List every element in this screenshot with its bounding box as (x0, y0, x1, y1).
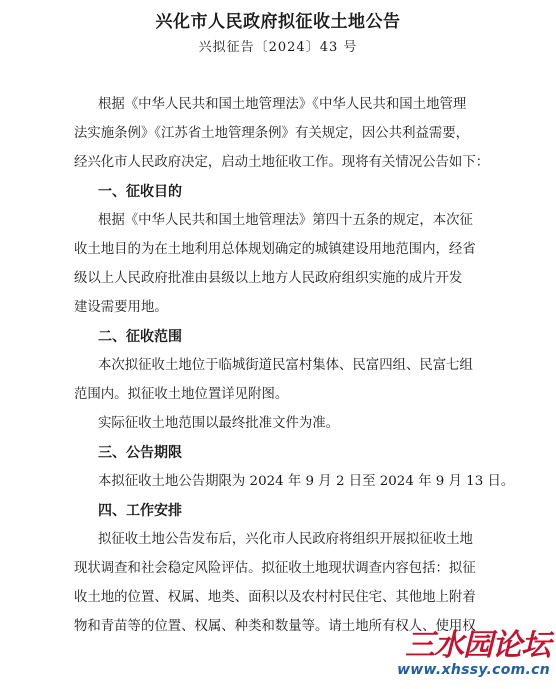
section-heading: 二、征收范围 (98, 329, 182, 345)
body-line: 本次拟征收土地位于临城街道民富村集体、民富四组、民富七组 (98, 358, 473, 373)
page-title: 兴化市人民政府拟征收土地公告 (155, 12, 401, 32)
body-line: 实际征收土地范围以最终批准文件为准。 (98, 416, 340, 431)
document-number: 兴拟征告〔2024〕43 号 (198, 40, 358, 55)
body-line: 拟征收土地公告发布后，兴化市人民政府将组织开展拟征收土地 (98, 532, 473, 547)
body-line: 根据《中华人民共和国土地管理法》第四十五条的规定，本次征 (98, 213, 473, 228)
body-line: 范围内。拟征收土地位置详见附图。 (74, 387, 289, 402)
section-heading: 三、公告期限 (98, 445, 182, 461)
body-line: 级以上人民政府批准由县级以上地方人民政府组织实施的成片开发 (74, 271, 463, 286)
body-line: 现状调查和社会稳定风险评估。拟征收土地现状调查内容包括：拟征 (74, 561, 476, 576)
section-heading: 四、工作安排 (98, 503, 182, 519)
body-line: 收土地目的为在土地利用总体规划确定的城镇建设用地范围内，经省 (74, 242, 476, 257)
body-line: 物和青苗等的位置、权属、种类和数量等。请土地所有权人、使用权 (74, 619, 476, 634)
watermark-site-name: 三水园论坛 (405, 628, 550, 663)
watermark-url: www.xhssy.com.cn (397, 662, 550, 678)
body-line: 建设需要用地。 (74, 300, 168, 315)
body-line: 收土地的位置、权属、地类、面积以及农村村民住宅、其他地上附着 (74, 590, 476, 605)
intro-line: 法实施条例》《江苏省土地管理条例》有关规定，因公共利益需要， (74, 126, 470, 141)
site-watermark (380, 620, 556, 689)
intro-line: 经兴化市人民政府决定，启动土地征收工作。现将有关情况公告如下： (74, 155, 490, 170)
intro-line: 根据《中华人民共和国土地管理法》《中华人民共和国土地管理 (98, 97, 467, 112)
body-line: 本拟征收土地公告期限为 2024 年 9 月 2 日至 2024 年 9 月 13 日。 (98, 474, 515, 489)
section-heading: 一、征收目的 (98, 184, 182, 200)
